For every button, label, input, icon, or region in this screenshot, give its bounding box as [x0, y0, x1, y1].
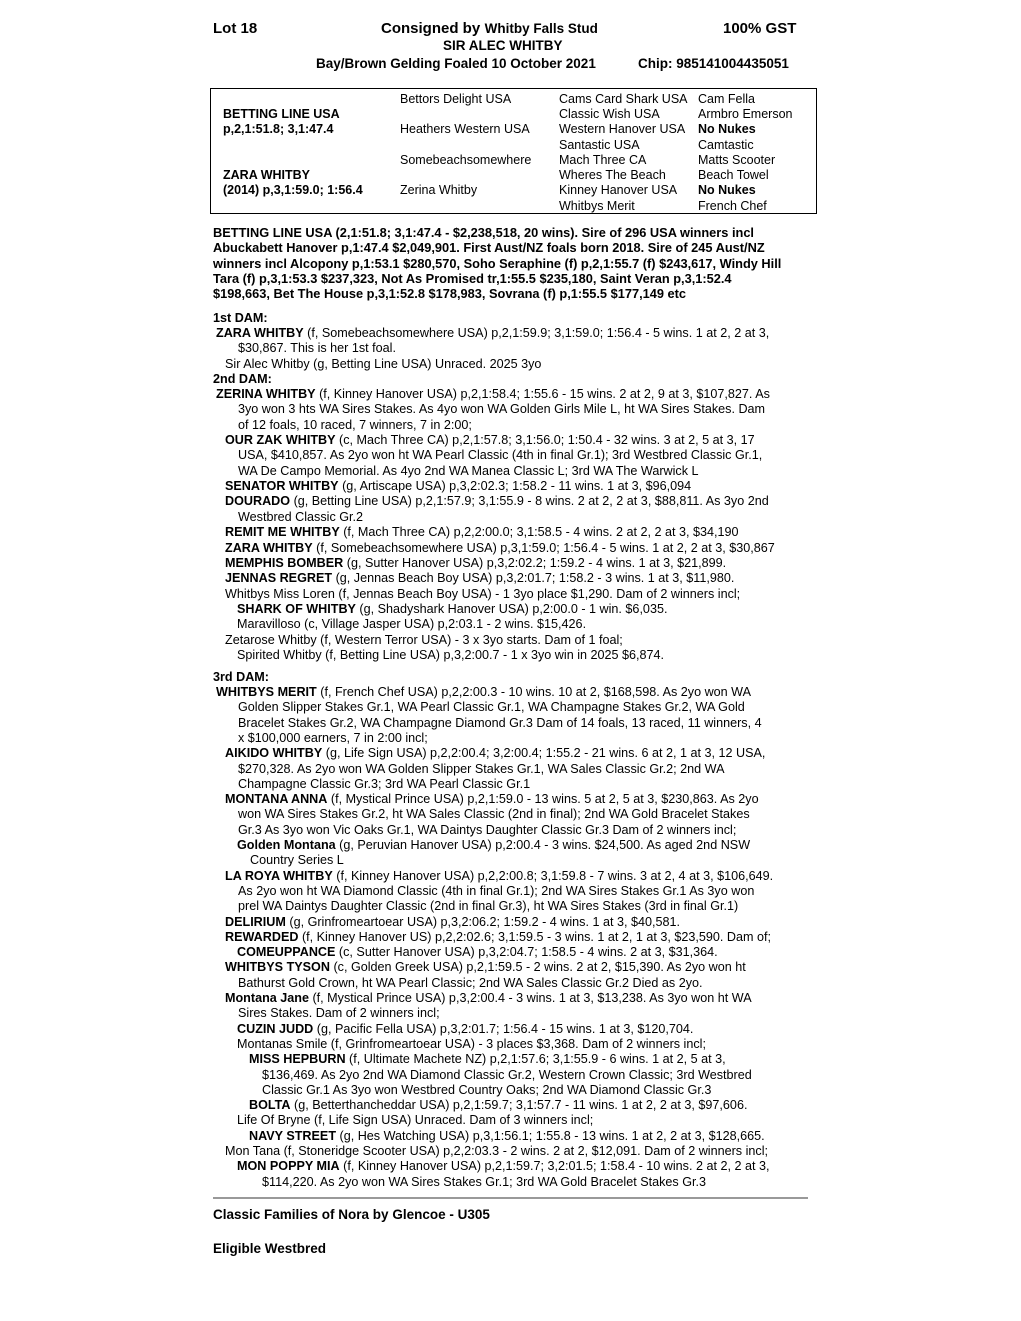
horse-name-bold: ZARA WHITBY	[216, 326, 304, 340]
entry-text: $270,328. As 2yo won WA Golden Slipper Stakes Gr.1, WA Sales Classic Gr.2; 2nd WA	[238, 761, 725, 776]
entry-text: Sires Stakes. Dam of 2 winners incl;	[238, 1006, 440, 1021]
horse-name-bold: DOURADO	[225, 494, 291, 509]
entry-text: Golden Slipper Stakes Gr.1, WA Pearl Classic Gr.1, WA Champagne Stakes Gr.2, WA Gold	[238, 700, 745, 715]
horse-name-bold: MEMPHIS BOMBER	[225, 555, 344, 570]
chip-number: Chip: 985141004435051	[638, 56, 789, 71]
pedigree-gen4: Armbro Emerson	[698, 107, 793, 121]
entry-text: (g, Sutter Hanover USA) p,3,2:02.2; 1:59.2 - 4 wins. 1 at 3, $21,899.	[343, 555, 727, 570]
pedigree-entry-line	[262, 1175, 706, 1190]
entry-text: prel WA Daintys Daughter Classic (2nd in final Gr.3), ht WA Sires Stakes (3rd in final Gr.1)	[238, 899, 739, 914]
horse-name-bold: WHITBYS MERIT	[216, 685, 317, 699]
entry-text: WA De Campo Memorial. As 4yo 2nd WA Manea Classic L; 3rd WA The Warwick L	[238, 463, 699, 478]
pedigree-entry-line	[225, 494, 769, 509]
pedigree-gen4: Cam Fella	[698, 92, 755, 106]
pedigree-entry-line	[237, 838, 750, 853]
entry-text: Mon Tana (f, Stoneridge Scooter USA) p,2,2:03.3 - 2 wins. 2 at 2, $12,091. Dam of 2 winners incl;	[225, 1144, 768, 1158]
entry-text: (f, Somebeachsomewhere USA) p,3,1:59.0; 1:56.4 - 5 wins. 1 at 2, 2 at 3, $30,867	[312, 540, 775, 555]
pedigree-gen2: Somebeachsomewhere	[400, 153, 532, 167]
pedigree-entry-line	[225, 556, 726, 571]
pedigree-entry-line	[237, 602, 667, 617]
horse-name-bold: COMEUPPANCE	[237, 945, 336, 960]
pedigree-entry-line	[238, 807, 750, 822]
pedigree-entry-line	[225, 991, 752, 1006]
pedigree-entry-line	[238, 402, 765, 417]
pedigree-entry-line	[238, 823, 736, 838]
gst-label: 100% GST	[723, 20, 797, 37]
horse-name-bold: MON POPPY MIA	[237, 1159, 340, 1174]
consigned-label: Consigned by	[381, 20, 481, 37]
pedigree-entry-line	[237, 945, 718, 960]
divider	[213, 1197, 808, 1199]
pedigree-entry-line	[249, 1129, 765, 1144]
pedigree-gen3: Mach Three CA	[559, 153, 647, 167]
pedigree-entry-line	[262, 1068, 752, 1083]
pedigree-entry-line	[225, 525, 739, 540]
pedigree-entry-line	[225, 869, 773, 884]
horse-name-bold: SENATOR WHITBY	[225, 479, 339, 494]
horse-description: Bay/Brown Gelding Foaled 10 October 2021	[316, 56, 596, 71]
pedigree-entry-line	[237, 1037, 706, 1052]
pedigree-gen3: Wheres The Beach	[559, 168, 666, 182]
pedigree-entry-line	[262, 1083, 711, 1098]
pedigree-entry-line	[225, 479, 691, 494]
entry-text: Spirited Whitby (f, Betting Line USA) p,3,2:00.7 - 1 x 3yo win in 2025 $6,874.	[237, 647, 665, 662]
horse-name-bold: Montana Jane	[225, 991, 309, 1005]
pedigree-gen4: Matts Scooter	[698, 153, 776, 167]
entry-text: (f, Kinney Hanover USA) p,2,1:58.4; 1:55.6 - 15 wins. 2 at 2, 9 at 3, $107,827. As	[315, 387, 770, 401]
pedigree-entry-line	[238, 716, 762, 731]
first-dam-heading: 1st DAM:	[213, 311, 268, 325]
horse-name-bold: Golden Montana	[237, 838, 336, 852]
pedigree-entry-line	[216, 387, 770, 402]
horse-name: SIR ALEC WHITBY	[443, 38, 563, 53]
entry-text: Bracelet Stakes Gr.2, WA Champagne Diamond Gr.3 Dam of 14 foals, 13 raced, 11 winners, 4	[238, 715, 762, 730]
sire-summary	[213, 225, 781, 301]
horse-name-bold: CUZIN JUDD	[237, 1021, 314, 1036]
pedigree-entry-line	[216, 326, 769, 341]
entry-text: (f, Somebeachsomewhere USA) p,2,1:59.9; 3,1:59.0; 1:56.4 - 5 wins. 1 at 2, 2 at 3,	[303, 326, 770, 340]
entry-text: $114,220. As 2yo won WA Sires Stakes Gr.1; 3rd WA Gold Bracelet Stakes Gr.3	[262, 1174, 707, 1189]
entry-text: Westbred Classic Gr.2	[238, 509, 364, 524]
horse-name-bold: REMIT ME WHITBY	[225, 525, 340, 540]
horse-name-bold: MONTANA ANNA	[225, 792, 328, 807]
pedigree-gen3: Classic Wish USA	[559, 107, 660, 121]
pedigree-entry-line	[225, 357, 541, 372]
entry-text: (c, Sutter Hanover USA) p,3,2:04.7; 1:58.5 - 4 wins. 2 at 3, $31,364.	[335, 945, 718, 960]
entry-text: (c, Mach Three CA) p,2,1:57.8; 3,1:56.0; 1:50.4 - 32 wins. 3 at 2, 5 at 3, 17	[335, 433, 755, 448]
entry-text: (g, Life Sign USA) p,2,2:00.4; 3,2:00.4; 1:55.2 - 21 wins. 6 at 2, 1 at 3, 12 USA,	[322, 746, 766, 761]
pedigree-entry-line	[225, 930, 771, 945]
entry-text: (g, Artiscape USA) p,3,2:02.3; 1:58.2 - 11 wins. 1 at 3, $96,094	[338, 479, 692, 494]
entry-text: (c, Golden Greek USA) p,2,1:59.5 - 2 wins. 2 at 2, $15,390. As 2yo won ht	[329, 960, 746, 975]
pedigree-gen2: Bettors Delight USA	[400, 92, 512, 106]
second-dam-heading: 2nd DAM:	[213, 372, 272, 386]
sire-summary-line: Abuckabett Hanover p,1:47.4 $2,049,901. First Aust/NZ foals born 2018. Sire of 245 Aust/NZ	[213, 240, 765, 256]
entry-text: $30,867. This is her 1st foal.	[238, 341, 396, 356]
pedigree-gen3: Santastic USA	[559, 138, 640, 152]
pedigree-entry-line	[238, 464, 699, 479]
horse-name-bold: BOLTA	[249, 1098, 291, 1113]
pedigree-gen3: Cams Card Shark USA	[559, 92, 688, 106]
entry-text: (f, Mystical Prince USA) p,3,2:00.4 - 3 wins. 1 at 3, $13,238. As 3yo won ht WA	[308, 991, 752, 1005]
pedigree-gen4: No Nukes	[698, 183, 756, 197]
entry-text: (g, Betting Line USA) p,2,1:57.9; 3,1:55.9 - 8 wins. 2 at 2, 2 at 3, $88,811. As 3yo 2nd	[290, 494, 769, 509]
entry-text: (f, Mystical Prince USA) p,2,1:59.0 - 13 wins. 5 at 2, 5 at 3, $230,863. As 2yo	[327, 792, 759, 807]
entry-text: Life Of Bryne (f, Life Sign USA) Unraced. Dam of 3 winners incl;	[237, 1113, 594, 1128]
horse-name-bold: WHITBYS TYSON	[225, 960, 330, 975]
entry-text: (g, Hes Watching USA) p,3,1:56.1; 1:55.8 - 13 wins. 1 at 2, 2 at 3, $128,665.	[336, 1128, 765, 1143]
entry-text: won WA Sires Stakes Gr.2, ht WA Sales Classic (2nd in final); 2nd WA Gold Bracelet Stakes	[238, 807, 750, 822]
entry-text: (f, Kinney Hanover USA) p,2,1:59.7; 3,2:01.5; 1:58.4 - 10 wins. 2 at 2, 2 at 3,	[339, 1159, 770, 1174]
entry-text: As 2yo won ht WA Diamond Classic (4th in final Gr.1); 2nd WA Sires Stakes Gr.1 As 3yo won	[238, 883, 755, 898]
horse-name-bold: JENNAS REGRET	[225, 571, 333, 586]
pedigree-entry-line	[238, 731, 428, 746]
horse-name-bold: AIKIDO WHITBY	[225, 746, 323, 761]
horse-name-bold: DELIRIUM	[225, 914, 286, 929]
entry-text: of 12 foals, 10 raced, 7 winners, 7 in 2:00;	[238, 417, 472, 432]
pedigree-gen4: No Nukes	[698, 122, 756, 136]
third-dam-heading: 3rd DAM:	[213, 670, 269, 684]
entry-text: x $100,000 earners, 7 in 2:00 incl;	[238, 730, 428, 745]
horse-name-bold: OUR ZAK WHITBY	[225, 433, 336, 448]
pedigree-gen4: French Chef	[698, 199, 767, 213]
entry-text: Champagne Classic Gr.3; 3rd WA Pearl Classic Gr.1	[238, 776, 531, 791]
consigned-line	[381, 20, 598, 38]
pedigree-entry-line	[225, 1144, 768, 1159]
entry-text: USA, $410,857. As 2yo won ht WA Pearl Classic (4th in final Gr.1); 3rd Westbred Classic Gr.1,	[238, 448, 763, 463]
pedigree-entry-line	[238, 448, 762, 463]
pedigree-entry-line	[225, 571, 734, 586]
horse-name-bold: LA ROYA WHITBY	[225, 868, 333, 883]
sire-summary-line: BETTING LINE USA (2,1:51.8; 3,1:47.4 - $2,238,518, 20 wins). Sire of 296 USA winners incl	[213, 225, 754, 240]
entry-text: Sir Alec Whitby (g, Betting Line USA) Unraced. 2025 3yo	[225, 356, 542, 371]
entry-text: (f, French Chef USA) p,2,2:00.3 - 10 wins. 10 at 2, $168,598. As 2yo won WA	[316, 685, 751, 699]
pedigree-entry-line	[238, 884, 754, 899]
sire-summary-line: Tara (f) p,3,1:53.3 $237,323, Not As Promised tr,1:55.5 $235,180, Saint Veran p,3,1:52.4	[213, 270, 732, 286]
entry-text: Whitbys Miss Loren (f, Jennas Beach Boy USA) - 1 3yo place $1,290. Dam of 2 winners incl;	[225, 586, 741, 601]
pedigree-table	[210, 88, 817, 214]
pedigree-entry-line	[238, 762, 725, 777]
entry-text: Classic Gr.1 As 3yo won Westbred Country Oaks; 2nd WA Diamond Classic Gr.3	[262, 1082, 712, 1097]
pedigree-dam-record: (2014) p,3,1:59.0; 1:56.4	[223, 183, 363, 197]
pedigree-entry-line	[250, 853, 344, 868]
pedigree-entry-line	[238, 899, 738, 914]
pedigree-entry-line	[225, 792, 759, 807]
horse-name-bold: ZARA WHITBY	[225, 540, 313, 555]
pedigree-entry-line	[237, 1022, 693, 1037]
pedigree-entry-line	[237, 617, 586, 632]
entry-text: Zetarose Whitby (f, Western Terror USA) - 3 x 3yo starts. Dam of 1 foal;	[225, 632, 623, 647]
pedigree-gen2: Heathers Western USA	[400, 122, 530, 136]
horse-name-bold: NAVY STREET	[249, 1128, 337, 1143]
pedigree-sire-record: p,2,1:51.8; 3,1:47.4	[223, 122, 334, 136]
family-line: Classic Families of Nora by Glencoe - U305	[213, 1207, 490, 1222]
sire-summary-line: winners incl Alcopony p,1:53.1 $280,570, Soho Seraphine (f) p,2,1:55.7 (f) $243,617, Windy Hill	[213, 255, 782, 271]
horse-name-bold: REWARDED	[225, 929, 299, 944]
pedigree-entry-line	[238, 341, 396, 356]
entry-text: (g, Jennas Beach Boy USA) p,3,2:01.7; 1:58.2 - 3 wins. 1 at 3, $11,980.	[332, 571, 735, 586]
entry-text: Maravilloso (c, Village Jasper USA) p,2:03.1 - 2 wins. $15,426.	[237, 617, 587, 632]
consignor-name: Whitby Falls Stud	[484, 21, 598, 36]
pedigree-entry-line	[238, 510, 363, 525]
lot-number: Lot 18	[213, 20, 258, 37]
entry-text: (g, Betterthancheddar USA) p,2,1:59.7; 3,1:57.7 - 11 wins. 1 at 2, 2 at 3, $97,606.	[290, 1098, 748, 1113]
entry-text: (f, Kinney Hanover US) p,2,2:02.6; 3,1:59.5 - 3 wins. 1 at 2, 1 at 3, $23,590. Dam of;	[298, 929, 771, 944]
entry-text: $136,469. As 2yo 2nd WA Diamond Classic Gr.2, Western Crown Classic; 3rd Westbred	[262, 1067, 752, 1082]
pedigree-entry-line	[238, 700, 745, 715]
entry-text: (g, Shadyshark Hanover USA) p,2:00.0 - 1 win. $6,035.	[355, 601, 668, 616]
pedigree-entry-line	[216, 685, 751, 700]
eligible-line: Eligible Westbred	[213, 1241, 327, 1256]
pedigree-entry-line	[225, 960, 746, 975]
entry-text: (f, Kinney Hanover USA) p,2,2:00.8; 3,1:59.8 - 7 wins. 3 at 2, 4 at 3, $106,649.	[332, 868, 774, 883]
pedigree-entry-line	[237, 1113, 593, 1128]
pedigree-dam: ZARA WHITBY	[223, 168, 311, 182]
pedigree-entry-line	[238, 418, 472, 433]
pedigree-sire: BETTING LINE USA	[223, 107, 340, 121]
horse-name-bold: SHARK OF WHITBY	[237, 601, 356, 616]
pedigree-entry-line	[249, 1052, 726, 1067]
pedigree-gen4: Camtastic	[698, 138, 754, 152]
entry-text: Montanas Smile (f, Grinfromeartoear USA) - 3 places $3,368. Dam of 2 winners incl;	[237, 1036, 706, 1051]
pedigree-entry-line	[238, 777, 530, 792]
entry-text: 3yo won 3 hts WA Sires Stakes. As 4yo won WA Golden Girls Mile L, ht WA Sires Stakes. Dam	[238, 402, 766, 417]
entry-text: (f, Mach Three CA) p,2,2:00.0; 3,1:58.5 - 4 wins. 2 at 2, 2 at 3, $34,190	[339, 525, 739, 540]
entry-text: Country Series L	[250, 853, 344, 868]
pedigree-entry-line	[225, 433, 755, 448]
pedigree-entry-line	[249, 1098, 747, 1113]
pedigree-gen3: Whitbys Merit	[559, 199, 635, 213]
pedigree-gen4: Beach Towel	[698, 168, 769, 182]
entry-text: (g, Pacific Fella USA) p,3,2:01.7; 1:56.4 - 15 wins. 1 at 3, $120,704.	[313, 1021, 694, 1036]
sire-summary-line: $198,663, Bet The House p,3,1:52.8 $178,983, Sovrana (f) p,1:55.5 $177,149 etc	[213, 286, 687, 302]
horse-name-bold: ZERINA WHITBY	[216, 387, 316, 401]
entry-text: (f, Ultimate Machete NZ) p,2,1:57.6; 3,1:55.9 - 6 wins. 1 at 2, 5 at 3,	[345, 1052, 726, 1067]
pedigree-entry-line	[238, 1006, 440, 1021]
pedigree-entry-line	[225, 633, 623, 648]
entry-text: Bathurst Gold Crown, ht WA Pearl Classic; 2nd WA Sales Classic Gr.2 Died as 2yo.	[238, 975, 703, 990]
pedigree-entry-line	[225, 915, 680, 930]
pedigree-gen3: Kinney Hanover USA	[559, 183, 678, 197]
entry-text: (g, Peruvian Hanover USA) p,2:00.4 - 3 wins. $24,500. As aged 2nd NSW	[335, 838, 751, 852]
pedigree-entry-line	[238, 976, 703, 991]
horse-name-bold: MISS HEPBURN	[249, 1052, 346, 1067]
pedigree-gen3: Western Hanover USA	[559, 122, 686, 136]
pedigree-entry-line	[225, 587, 740, 602]
pedigree-gen2: Zerina Whitby	[400, 183, 478, 197]
entry-text: (g, Grinfromeartoear USA) p,3,2:06.2; 1:59.2 - 4 wins. 1 at 3, $40,581.	[285, 914, 680, 929]
entry-text: Gr.3 As 3yo won Vic Oaks Gr.1, WA Daintys Daughter Classic Gr.3 Dam of 2 winners incl;	[238, 822, 737, 837]
pedigree-entry-line	[237, 648, 664, 663]
pedigree-entry-line	[225, 746, 765, 761]
pedigree-entry-line	[225, 541, 775, 556]
pedigree-entry-line	[237, 1159, 769, 1174]
